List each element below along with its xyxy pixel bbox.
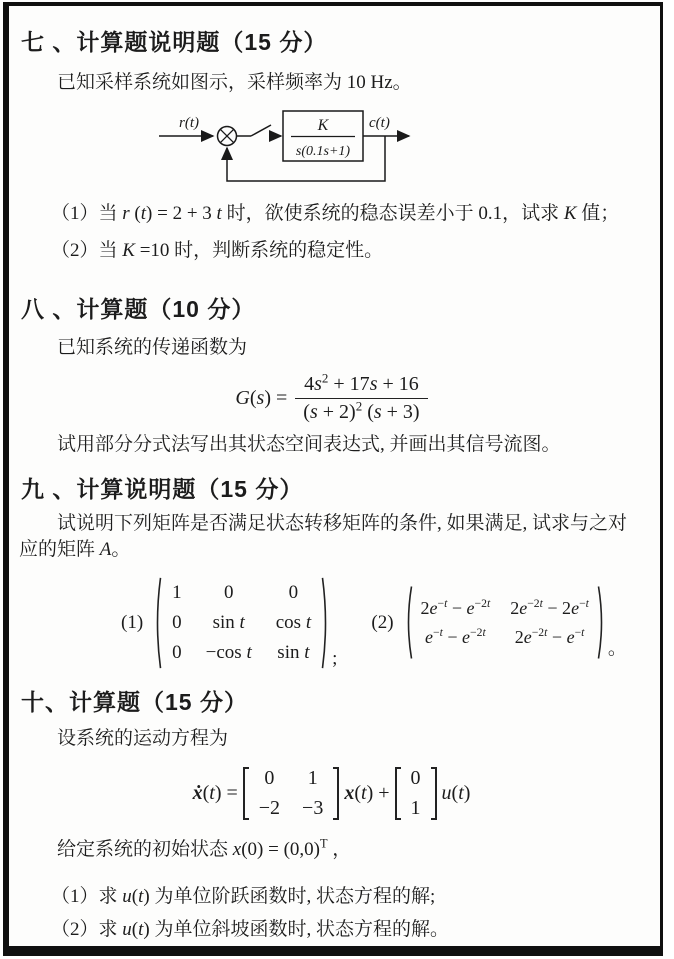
- block-denominator-label: s(0.1s+1): [295, 144, 351, 160]
- matrix-cell: −3: [302, 797, 324, 820]
- state-equation-mid: x(t) +: [344, 782, 390, 805]
- matrix-cell: 1: [307, 767, 318, 790]
- matrix-cell: 0: [264, 767, 275, 790]
- matrix-cell: 1: [410, 797, 421, 820]
- input-signal-label: r(t): [179, 115, 199, 132]
- matrix-1: [121, 576, 337, 670]
- problem-10-intro: 设系统的运动方程为: [57, 727, 229, 749]
- right-paren-icon: [597, 585, 606, 660]
- matrix-cell: 0: [410, 767, 421, 790]
- question-10-2: （2）求 u(t) 为单位斜坡函数时, 状态方程的解。: [51, 918, 449, 940]
- problem-8-task: 试用部分分式法写出其状态空间表达式, 并画出其信号流图。: [57, 434, 561, 456]
- summing-junction-icon: [218, 127, 237, 146]
- transfer-function-formula: [17, 370, 646, 424]
- state-equation-lhs: ẋ(t) =: [192, 782, 238, 805]
- section-8-heading: 八 、计算题（10 分）: [21, 295, 256, 322]
- left-paren-icon: [404, 585, 413, 660]
- section-7-heading: 七 、计算题说明题（15 分）: [21, 29, 328, 55]
- matrix-cell: $2e^{-t} - e^{-2t}$: [420, 596, 491, 618]
- question-10-1: （1）求 u(t) 为单位阶跃函数时, 状态方程的解;: [51, 885, 436, 907]
- section-10-heading: 十、计算题（15 分）: [21, 688, 248, 715]
- initial-state-line: 给定系统的初始状态 $x(0) = (0,0)^T$ ，: [57, 836, 352, 861]
- problem-7-intro: 已知采样系统如图示，采样频率为 10 Hz。: [57, 71, 412, 93]
- matrix-2-label: (2): [371, 611, 394, 633]
- B-vector: [401, 764, 431, 823]
- matrix-cell: $e^{-t} - e^{-2t}$: [425, 625, 486, 647]
- problem-8-intro: 已知系统的传递函数为: [57, 336, 248, 358]
- output-signal-label: c(t): [369, 115, 390, 132]
- matrix-cell: −cos t: [205, 641, 252, 663]
- formula-lhs: G(s) =: [235, 387, 288, 410]
- A-matrix: [249, 764, 334, 823]
- matrix-cell: −2: [258, 797, 281, 820]
- matrix-cell: sin t: [277, 641, 310, 663]
- matrix-1-suffix: ;: [332, 647, 338, 669]
- matrix-cell: $2e^{-2t} - e^{-t}$: [514, 625, 585, 647]
- question-7-2: （2）当 K =10 时，判断系统的稳定性。: [51, 240, 384, 262]
- state-equation: [17, 764, 646, 823]
- question-7-1: （1）当 r (t) = 2 + 3 t 时，欲使系统的稳态误差小于 0.1，试求 K 值；: [51, 203, 620, 225]
- block-diagram-svg: [157, 110, 427, 188]
- matrix-2: [371, 585, 627, 660]
- matrix-cell: 0: [223, 581, 234, 603]
- problem-9-matrices: [121, 576, 646, 670]
- right-paren-icon: [321, 576, 330, 670]
- matrix-cell: 0: [288, 581, 299, 603]
- matrix-cell: sin t: [212, 611, 245, 633]
- matrix-2-suffix: 。: [607, 638, 627, 660]
- formula-denominator: $(s + 2)^2$ (s + 3): [295, 398, 427, 424]
- matrix-cell: cos t: [275, 611, 312, 633]
- section-9-heading: 九 、计算说明题（15 分）: [21, 475, 304, 502]
- sampler-switch-icon: [237, 125, 272, 136]
- matrix-cell: 0: [172, 611, 182, 633]
- formula-numerator: $4s^2 + 17s + 16$: [304, 370, 419, 396]
- right-bracket-icon: [333, 767, 339, 820]
- page-frame: [3, 2, 663, 956]
- matrix-1-grid: [162, 576, 321, 670]
- matrix-cell: 0: [172, 641, 182, 663]
- left-paren-icon: [153, 576, 162, 670]
- right-bracket-icon: [431, 767, 437, 820]
- matrix-1-label: (1): [121, 611, 144, 633]
- problem-9-intro: 试说明下列矩阵是否满足状态转移矩阵的条件, 如果满足, 试求与之对应的矩阵 A。: [19, 512, 628, 561]
- block-numerator-label: K: [317, 117, 329, 135]
- matrix-cell: $2e^{-2t} - 2e^{-t}$: [510, 596, 589, 618]
- plant-transfer-block: [283, 111, 363, 161]
- formula-fraction: [295, 370, 427, 424]
- matrix-2-grid: [413, 592, 597, 654]
- state-equation-tail: u(t): [441, 782, 471, 805]
- exam-page-content: [9, 6, 660, 943]
- sampled-system-block-diagram: [157, 110, 646, 193]
- matrix-cell: 1: [172, 581, 182, 603]
